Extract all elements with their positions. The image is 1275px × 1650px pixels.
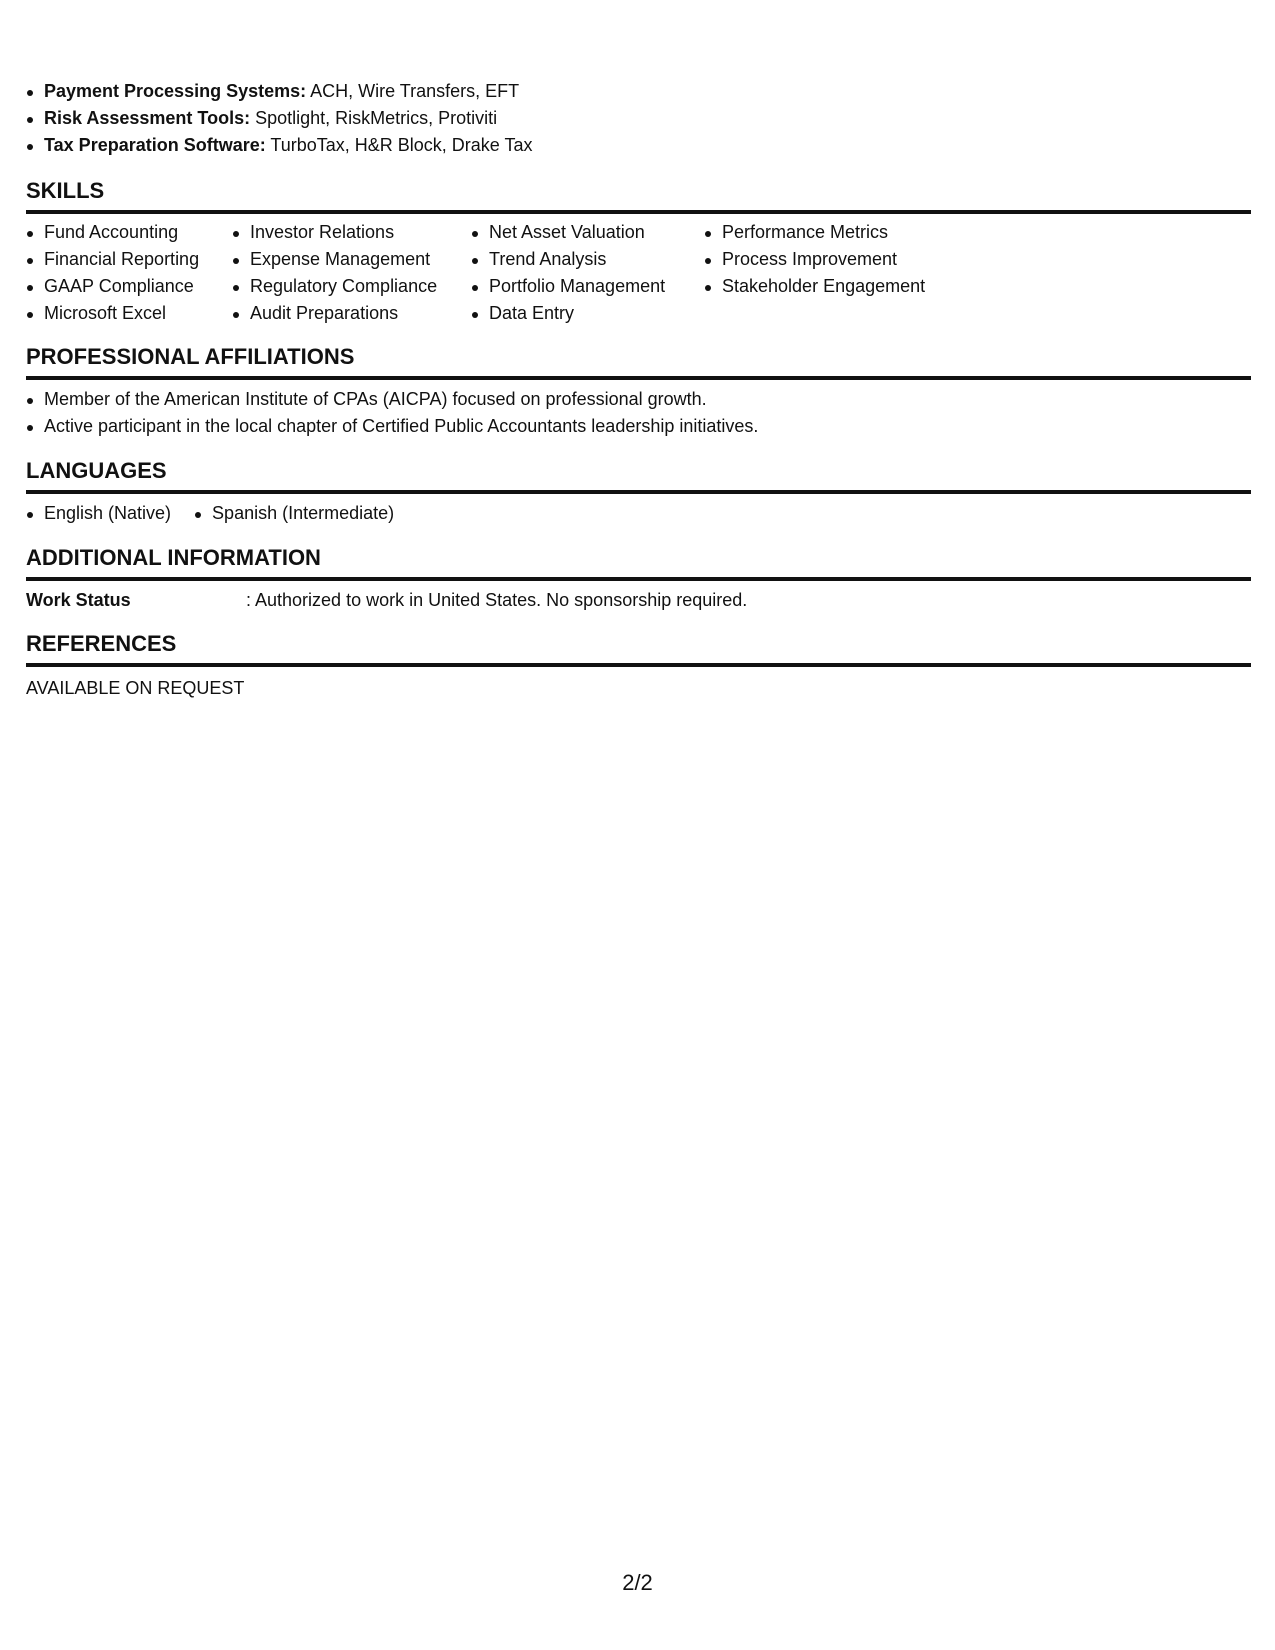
affiliation-item: Member of the American Institute of CPAs (AICPA) focused on professional growth. [26, 386, 1251, 413]
languages-heading: LANGUAGES [26, 458, 1251, 494]
skill-item: Stakeholder Engagement [704, 273, 964, 300]
skills-heading: SKILLS [26, 178, 1251, 214]
skill-item: Trend Analysis [471, 246, 704, 273]
skills-column-1 [26, 219, 232, 327]
tool-item-payment [26, 78, 1251, 105]
work-status-value: : Authorized to work in United States. No sponsorship required. [246, 590, 748, 610]
tool-value: Spotlight, RiskMetrics, Protiviti [250, 108, 498, 128]
skill-item: Performance Metrics [704, 219, 964, 246]
language-item: English (Native) [26, 500, 171, 527]
affiliations-list [26, 386, 1251, 440]
page-number: 2/2 [622, 1570, 653, 1595]
work-status-row [26, 587, 1251, 614]
skill-item: Process Improvement [704, 246, 964, 273]
work-status-label: Work Status [26, 590, 131, 610]
tool-value: TurboTax, H&R Block, Drake Tax [265, 135, 533, 155]
languages-list [26, 500, 1251, 527]
tool-item-risk [26, 105, 1251, 132]
tool-label: Payment Processing Systems: [44, 81, 307, 101]
skill-item: Portfolio Management [471, 273, 704, 300]
additional-info-heading: ADDITIONAL INFORMATION [26, 545, 1251, 581]
skills-column-3 [471, 219, 704, 327]
skill-item: GAAP Compliance [26, 273, 232, 300]
skills-column-4 [704, 219, 964, 327]
language-item: Spanish (Intermediate) [194, 500, 394, 527]
references-heading: REFERENCES [26, 631, 1251, 667]
skill-item: Financial Reporting [26, 246, 232, 273]
tools-list [26, 78, 1251, 159]
tool-item-tax [26, 132, 1251, 159]
resume-page [26, 78, 1251, 702]
tool-label: Tax Preparation Software: [44, 135, 266, 155]
skill-item: Data Entry [471, 300, 704, 327]
affiliations-heading: PROFESSIONAL AFFILIATIONS [26, 344, 1251, 380]
skills-column-2 [232, 219, 471, 327]
tool-value: ACH, Wire Transfers, EFT [306, 81, 520, 101]
skill-item: Investor Relations [232, 219, 471, 246]
skill-item: Regulatory Compliance [232, 273, 471, 300]
skill-item: Expense Management [232, 246, 471, 273]
skill-item: Net Asset Valuation [471, 219, 704, 246]
affiliation-item: Active participant in the local chapter of Certified Public Accountants leadership initiatives. [26, 413, 1251, 440]
tool-label: Risk Assessment Tools: [44, 108, 251, 128]
skill-item: Microsoft Excel [26, 300, 232, 327]
references-text: AVAILABLE ON REQUEST [26, 678, 245, 698]
skill-item: Audit Preparations [232, 300, 471, 327]
skills-grid [26, 219, 1251, 327]
skill-item: Fund Accounting [26, 219, 232, 246]
